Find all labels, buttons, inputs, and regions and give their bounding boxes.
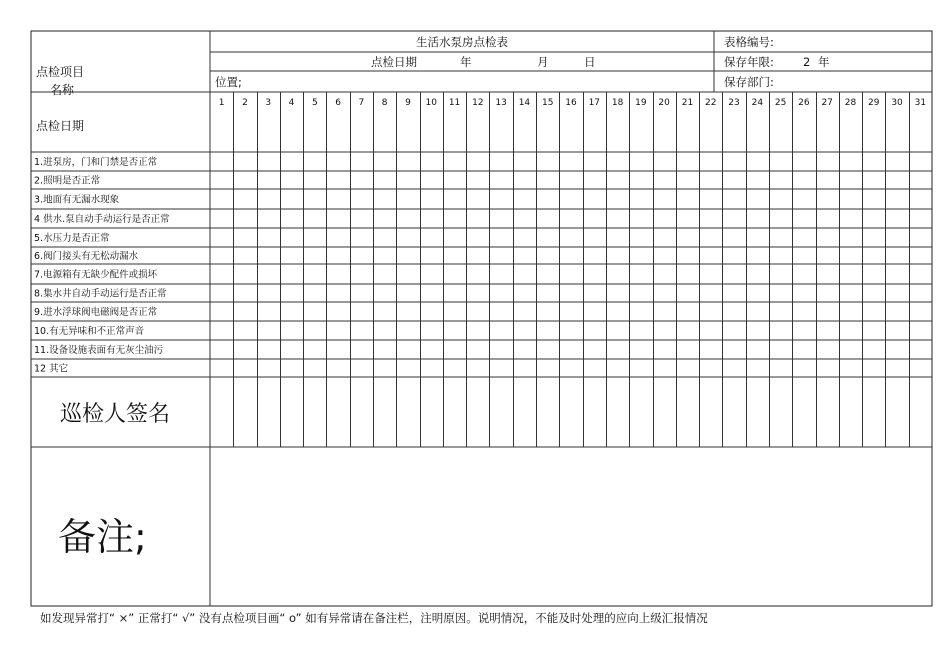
- day-number: 17: [588, 98, 601, 108]
- day-number: 21: [681, 98, 694, 108]
- location-label: 位置;: [215, 75, 242, 89]
- inspection-item-label: 3.地面有无漏水现象: [34, 194, 120, 206]
- day-number: 4: [288, 98, 295, 108]
- retention-unit: 年: [818, 55, 830, 69]
- day-number: 1: [218, 98, 225, 108]
- inspection-date-label: 点检日期: [371, 55, 417, 69]
- day-number: 8: [381, 98, 388, 108]
- remarks-label: 备注;: [58, 515, 147, 559]
- day-number: 25: [774, 98, 787, 108]
- inspection-item-label: 11.设备设施表面有无灰尘油污: [34, 345, 164, 356]
- inspection-item-label: 7.电源箱有无缺少配件或损坏: [34, 269, 158, 281]
- form-title: 生活水泵房点检表: [416, 35, 508, 49]
- inspection-item-label: 10.有无异味和不正常声音: [34, 326, 145, 337]
- day-number: 7: [358, 98, 365, 108]
- footer-note: 如发现异常打“ ×” 正常打“ √” 没有点检项目画“ o” 如有异常请在备注栏，注明原因。说明情况，不能及时处理的应向上级汇报情况: [40, 611, 708, 625]
- day-number: 6: [335, 98, 341, 108]
- day-number: 18: [611, 98, 624, 108]
- day-number: 20: [658, 98, 670, 108]
- month-unit: 月: [537, 55, 549, 69]
- day-number: 29: [868, 98, 880, 108]
- day-number: 26: [798, 98, 810, 108]
- retention-label: 保存年限:: [724, 55, 774, 69]
- day-number: 23: [728, 98, 740, 108]
- signature-label: 巡检人签名: [60, 402, 171, 427]
- day-number: 5: [311, 98, 318, 108]
- inspection-item-label: 8.集水井自动手动运行是否正常: [34, 288, 167, 300]
- table-outer-border: [31, 31, 932, 606]
- day-number: 13: [495, 98, 507, 108]
- day-number: 30: [891, 98, 903, 108]
- day-number: 10: [425, 98, 437, 108]
- day-number: 3: [265, 98, 272, 108]
- table-grid: [31, 31, 932, 606]
- inspection-item-label: 2.照明是否正常: [34, 175, 101, 187]
- year-unit: 年: [460, 55, 472, 69]
- inspection-item-label: 4 供水.泵自动手动运行是否正常: [34, 214, 170, 225]
- day-number: 31: [914, 98, 927, 108]
- day-number: 15: [541, 98, 554, 108]
- day-number: 19: [635, 98, 647, 108]
- day-unit: 日: [584, 55, 596, 69]
- day-number: 14: [518, 98, 531, 108]
- day-number: 9: [405, 98, 411, 108]
- inspection-item-label: 6.阀门接头有无松动漏水: [34, 251, 139, 262]
- day-number: 24: [751, 98, 764, 108]
- day-number: 27: [821, 98, 833, 108]
- inspection-item-label: 5.水压力是否正常: [34, 233, 110, 244]
- department-label: 保存部门:: [724, 75, 774, 89]
- inspection-item-label: 9.进水浮球阀电磁阀是否正常: [34, 307, 158, 318]
- side-date-label: 点检日期: [36, 119, 85, 133]
- form-number-label: 表格编号:: [724, 35, 774, 49]
- side-item-label: 点检项目: [36, 65, 85, 79]
- side-name-label: 名称: [50, 83, 75, 97]
- day-number: 2: [242, 98, 248, 108]
- day-number: 16: [565, 98, 577, 108]
- day-number: 28: [844, 98, 857, 108]
- inspection-item-label: 1.进泵房，门和门禁是否正常: [34, 157, 158, 168]
- retention-value: 2: [803, 55, 811, 69]
- inspection-item-label: 12 其它: [34, 363, 69, 375]
- day-number: 22: [705, 98, 717, 108]
- day-number: 12: [472, 98, 484, 108]
- day-number: 11: [448, 98, 461, 108]
